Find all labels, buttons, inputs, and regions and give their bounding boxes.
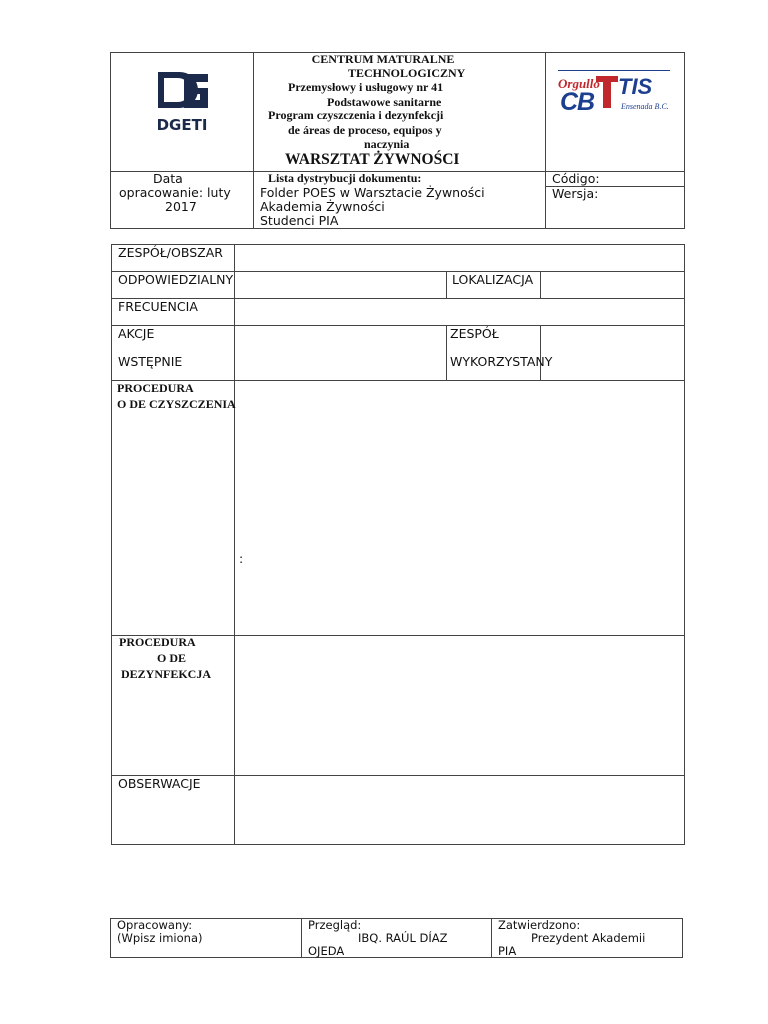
frequency-label: FRECUENCIA — [118, 299, 198, 314]
equipment-used-field[interactable] — [541, 326, 684, 380]
disinfection-label-line2: O DE — [157, 651, 187, 665]
frequency-field[interactable] — [235, 299, 684, 325]
distribution-line2: Akademia Żywności — [260, 199, 385, 214]
disinfection-label-line3: DEZYNFEKCJA — [121, 667, 212, 681]
program-line4: naczynia — [364, 137, 410, 151]
distribution-line3: Studenci PIA — [260, 213, 339, 228]
dgeti-logo-text: DGETI — [156, 116, 208, 134]
initial-actions-label-line1: AKCJE — [118, 326, 155, 341]
reviewed-label: Przegląd: — [308, 918, 362, 932]
disinfection-label-line1: PROCEDURA — [119, 635, 196, 649]
header-divider — [545, 52, 546, 229]
dgeti-logo — [150, 66, 214, 136]
distribution-line1: Folder POES w Warsztacie Żywności — [260, 185, 485, 200]
location-field[interactable] — [541, 272, 684, 298]
form-divider — [446, 325, 447, 380]
cbtis-subtitle: Ensenada B.C. — [621, 102, 669, 111]
program-line1: Podstawowe sanitarne — [327, 95, 442, 109]
date-value: 2017 — [165, 199, 197, 214]
team-area-field[interactable] — [235, 245, 684, 271]
distribution-title: Lista dystrybucji dokumentu: — [268, 171, 422, 185]
school-name-line2: TECHNOLOGICZNY — [348, 66, 466, 80]
code-label: Código: — [552, 171, 600, 186]
approved-value-line2: PIA — [498, 944, 517, 958]
initial-actions-label-line2: WSTĘPNIE — [118, 354, 183, 369]
disinfection-field[interactable] — [235, 636, 684, 775]
equipment-used-label-line1: ZESPÓŁ — [450, 326, 499, 341]
prepared-value: (Wpisz imiona) — [117, 931, 203, 945]
prepared-label: Opracowany: — [117, 918, 193, 932]
cleaning-colon: : — [239, 551, 244, 566]
workshop-title: WARSZTAT ŻYWNOŚCI — [285, 151, 460, 168]
observations-field[interactable] — [235, 776, 684, 844]
cbtis-t-icon — [594, 70, 620, 110]
version-label: Wersja: — [552, 186, 599, 201]
cleaning-procedure-label-line2: O DE CZYSZCZENIA — [117, 397, 236, 411]
cbtis-cb-text: CB — [560, 88, 595, 116]
date-label-line1: Data — [153, 171, 183, 186]
form-divider — [446, 271, 447, 298]
reviewed-value-line2: OJEDA — [308, 944, 345, 958]
equipment-used-label-line2: WYKORZYSTANY — [450, 354, 553, 369]
date-label-line2: opracowanie: luty — [119, 185, 231, 200]
location-label: LOKALIZACJA — [452, 272, 534, 287]
observations-label: OBSERWACJE — [118, 776, 201, 791]
initial-actions-field[interactable] — [235, 326, 446, 380]
cleaning-procedure-field[interactable] — [235, 381, 684, 635]
responsible-field[interactable] — [235, 272, 446, 298]
footer-divider — [491, 918, 492, 958]
footer-divider — [301, 918, 302, 958]
responsible-label: ODPOWIEDZIALNY — [118, 272, 234, 287]
approved-label: Zatwierdzono: — [498, 918, 581, 932]
team-area-label: ZESPÓŁ/OBSZAR — [118, 245, 223, 260]
reviewed-value-line1: IBQ. RAÚL DÍAZ — [358, 931, 448, 945]
program-line2: Program czyszczenia i dezynfekcji — [268, 108, 444, 122]
approved-value-line1: Prezydent Akademii — [531, 931, 646, 945]
school-name-line1: CENTRUM MATURALNE — [311, 52, 455, 66]
header-divider — [253, 52, 254, 229]
school-name-line3: Przemysłowy i usługowy nr 41 — [288, 80, 444, 94]
cbtis-tis-text: TIS — [618, 74, 653, 99]
cbtis-orgullo-text: Orgullo — [558, 76, 600, 91]
program-line3: de áreas de proceso, equipos y — [288, 123, 442, 137]
cbtis-logo — [555, 64, 673, 124]
cleaning-procedure-label-line1: PROCEDURA — [117, 381, 194, 395]
